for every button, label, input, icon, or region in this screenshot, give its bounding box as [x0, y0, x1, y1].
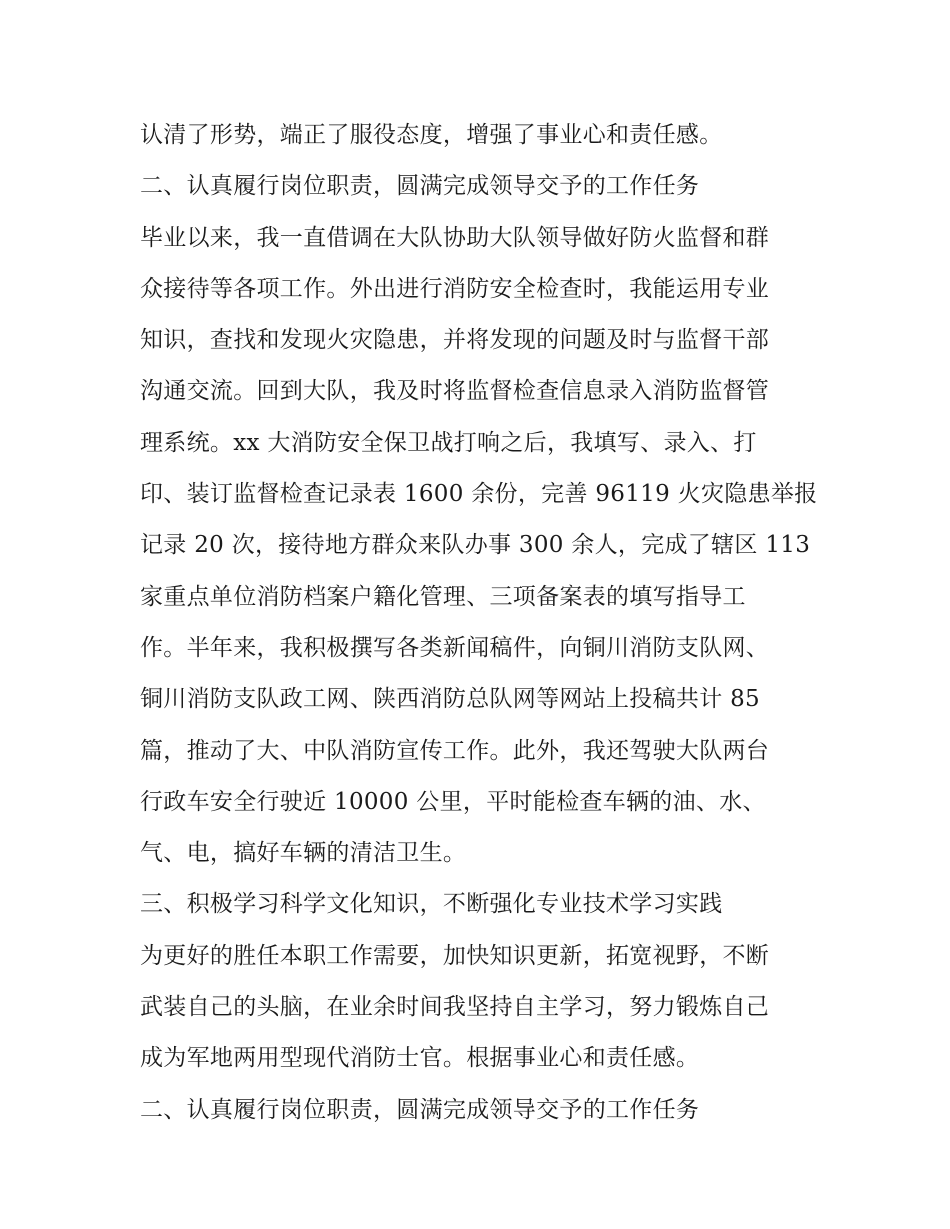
- section-heading: 二、认真履行岗位职责，圆满完成领导交予的工作任务: [140, 173, 700, 200]
- section-heading: 三、积极学习科学文化知识，不断强化专业技术学习实践: [140, 891, 723, 918]
- text-line: 篇，推动了大、中队消防宣传工作。此外，我还驾驶大队两台: [140, 737, 770, 764]
- text-line: 武装自己的头脑，在业余时间我坚持自主学习，努力锻炼自己: [140, 994, 770, 1021]
- text-line: 成为军地两用型现代消防士官。根据事业心和责任感。: [140, 1045, 700, 1072]
- text-line: 记录 20 次，接待地方群众来队办事 300 余人，完成了辖区 113: [140, 532, 811, 559]
- text-line: 家重点单位消防档案户籍化管理、三项备案表的填写指导工: [140, 583, 746, 610]
- document-body: [140, 110, 830, 1136]
- text-line: 毕业以来，我一直借调在大队协助大队领导做好防火监督和群: [140, 224, 770, 251]
- text-line: 众接待等各项工作。外出进行消防安全检查时，我能运用专业: [140, 275, 770, 302]
- section-heading: 二、认真履行岗位职责，圆满完成领导交予的工作任务: [140, 1096, 700, 1123]
- text-line: 知识，查找和发现火灾隐患，并将发现的问题及时与监督干部: [140, 327, 770, 354]
- text-line: 行政车安全行驶近 10000 公里，平时能检查车辆的油、水、: [140, 788, 766, 815]
- text-line: 认清了形势，端正了服役态度，增强了事业心和责任感。: [140, 122, 723, 148]
- text-line: 印、装订监督检查记录表 1600 余份，完善 96119 火灾隐患举报: [140, 481, 818, 508]
- text-line: 理系统。xx 大消防安全保卫战打响之后，我填写、录入、打: [140, 429, 757, 456]
- text-line: 气、电，搞好车辆的清洁卫生。: [140, 840, 467, 867]
- text-line: 铜川消防支队政工网、陕西消防总队网等网站上投稿共计 85: [140, 686, 760, 713]
- text-line: 为更好的胜任本职工作需要，加快知识更新，拓宽视野，不断: [140, 942, 770, 969]
- text-line: 作。半年来，我积极撰写各类新闻稿件，向铜川消防支队网、: [140, 634, 770, 661]
- text-line: 沟通交流。回到大队，我及时将监督检查信息录入消防监督管: [140, 378, 770, 405]
